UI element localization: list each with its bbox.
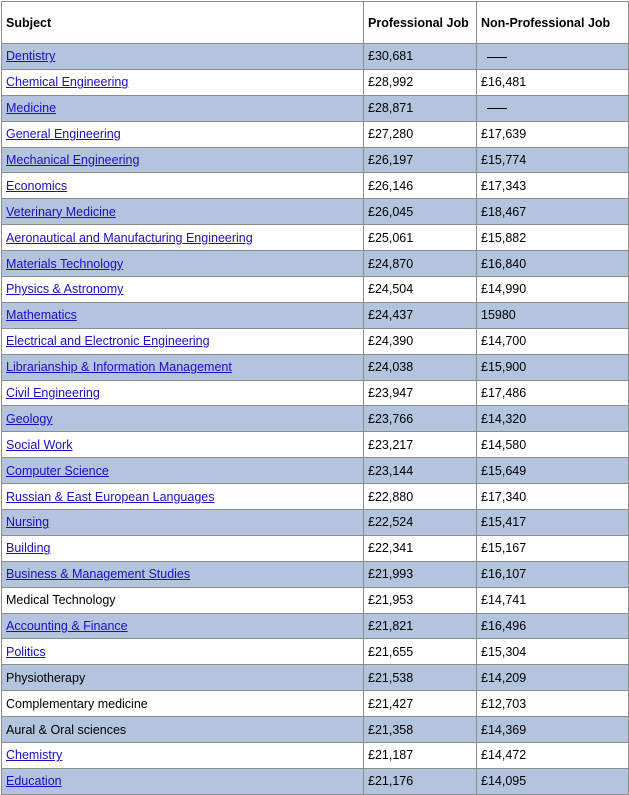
table-row <box>2 406 629 432</box>
professional-salary-cell: £23,144 <box>364 458 477 484</box>
professional-salary-cell: £24,437 <box>364 302 477 328</box>
non-professional-salary-cell: £14,472 <box>477 743 629 769</box>
table-row <box>2 510 629 536</box>
non-professional-salary-cell: £16,496 <box>477 613 629 639</box>
table-row <box>2 639 629 665</box>
table-row <box>2 587 629 613</box>
table-row <box>2 302 629 328</box>
non-professional-salary-cell: £14,369 <box>477 717 629 743</box>
non-professional-salary-cell: £14,990 <box>477 277 629 303</box>
non-professional-salary-cell: £16,481 <box>477 69 629 95</box>
non-professional-salary-cell: 15980 <box>477 302 629 328</box>
professional-salary-cell: £26,045 <box>364 199 477 225</box>
subject-cell <box>2 665 364 691</box>
non-professional-salary-cell: £17,639 <box>477 121 629 147</box>
subject-cell <box>2 406 364 432</box>
empty-value-dash <box>487 57 507 58</box>
non-professional-salary-cell: £15,167 <box>477 535 629 561</box>
non-professional-salary-cell: £17,486 <box>477 380 629 406</box>
professional-salary-cell: £24,870 <box>364 251 477 277</box>
non-professional-salary-cell: £15,304 <box>477 639 629 665</box>
subject-text: Medical Technology <box>6 593 116 608</box>
subject-link[interactable]: Politics <box>6 644 46 659</box>
subject-cell <box>2 44 364 70</box>
subject-cell <box>2 535 364 561</box>
subject-cell <box>2 717 364 743</box>
subject-link[interactable]: Social Work <box>6 437 73 452</box>
subject-link[interactable]: Geology <box>6 411 53 426</box>
table-row <box>2 665 629 691</box>
subject-link[interactable]: Aeronautical and Manufacturing Engineering <box>6 230 253 245</box>
empty-value-dash <box>487 108 507 109</box>
table-row <box>2 691 629 717</box>
subject-link[interactable]: Mechanical Engineering <box>6 153 140 167</box>
table-row <box>2 277 629 303</box>
professional-salary-cell: £30,681 <box>364 44 477 70</box>
table-row <box>2 613 629 639</box>
subject-cell <box>2 328 364 354</box>
professional-salary-cell: £21,187 <box>364 743 477 769</box>
non-professional-salary-cell: £14,320 <box>477 406 629 432</box>
subject-cell <box>2 587 364 613</box>
table-row <box>2 225 629 251</box>
table-row <box>2 69 629 95</box>
subject-cell <box>2 639 364 665</box>
non-professional-salary-cell: £15,417 <box>477 510 629 536</box>
subject-cell <box>2 432 364 458</box>
header-non-professional-job[interactable]: Non-Professional Job <box>477 2 629 44</box>
subject-link[interactable]: Chemical Engineering <box>6 75 129 90</box>
professional-salary-cell: £26,146 <box>364 173 477 199</box>
table-row <box>2 535 629 561</box>
non-professional-salary-cell: £15,900 <box>477 354 629 380</box>
professional-salary-cell: £28,992 <box>364 69 477 95</box>
professional-salary-cell: £22,524 <box>364 510 477 536</box>
table-row <box>2 95 629 121</box>
subject-link[interactable]: Materials Technology <box>6 256 124 271</box>
non-professional-salary-cell: £14,700 <box>477 328 629 354</box>
subject-link[interactable]: Electrical and Electronic Engineering <box>6 334 210 349</box>
subject-link[interactable]: Computer Science <box>6 463 109 478</box>
table-row <box>2 173 629 199</box>
subject-cell <box>2 613 364 639</box>
table-row <box>2 561 629 587</box>
subject-cell <box>2 251 364 277</box>
header-subject[interactable]: Subject <box>2 2 364 44</box>
subject-cell <box>2 277 364 303</box>
subject-cell <box>2 69 364 95</box>
table-row <box>2 328 629 354</box>
non-professional-salary-cell: £17,343 <box>477 173 629 199</box>
subject-link[interactable]: Dentistry <box>6 49 56 64</box>
non-professional-salary-cell <box>477 95 629 121</box>
non-professional-salary-cell: £14,580 <box>477 432 629 458</box>
subject-cell <box>2 768 364 794</box>
subject-cell <box>2 743 364 769</box>
table-row <box>2 354 629 380</box>
table-row <box>2 484 629 510</box>
subject-link[interactable]: Physics & Astronomy <box>6 282 124 297</box>
professional-salary-cell: £21,993 <box>364 561 477 587</box>
non-professional-salary-cell: £14,095 <box>477 768 629 794</box>
subject-link[interactable]: Accounting & Finance <box>6 619 128 634</box>
subject-cell <box>2 173 364 199</box>
non-professional-salary-cell: £15,649 <box>477 458 629 484</box>
subject-cell <box>2 302 364 328</box>
professional-salary-cell: £28,871 <box>364 95 477 121</box>
subject-link[interactable]: Business & Management Studies <box>6 567 191 582</box>
professional-salary-cell: £26,197 <box>364 147 477 173</box>
non-professional-salary-cell: £18,467 <box>477 199 629 225</box>
subject-link[interactable]: Russian & East European Languages <box>6 489 215 504</box>
subject-link[interactable]: General Engineering <box>6 127 121 142</box>
subject-link[interactable]: Building <box>6 541 51 556</box>
header-row <box>2 2 629 44</box>
professional-salary-cell: £25,061 <box>364 225 477 251</box>
non-professional-salary-cell: £15,882 <box>477 225 629 251</box>
table-row <box>2 432 629 458</box>
table-row <box>2 743 629 769</box>
professional-salary-cell: £21,538 <box>364 665 477 691</box>
professional-salary-cell: £22,880 <box>364 484 477 510</box>
professional-salary-cell: £23,947 <box>364 380 477 406</box>
non-professional-salary-cell: £14,741 <box>477 587 629 613</box>
table-row <box>2 380 629 406</box>
professional-salary-cell: £21,953 <box>364 587 477 613</box>
non-professional-salary-cell: £17,340 <box>477 484 629 510</box>
professional-salary-cell: £21,655 <box>364 639 477 665</box>
subject-link[interactable]: Economics <box>6 178 68 193</box>
professional-salary-cell: £24,038 <box>364 354 477 380</box>
non-professional-salary-cell: £14,209 <box>477 665 629 691</box>
table-row <box>2 147 629 173</box>
subject-cell <box>2 458 364 484</box>
table-body <box>2 44 629 795</box>
table-row <box>2 121 629 147</box>
professional-salary-cell: £24,504 <box>364 277 477 303</box>
subject-cell <box>2 95 364 121</box>
non-professional-salary-cell <box>477 44 629 70</box>
table-row <box>2 44 629 70</box>
subject-link[interactable]: Librarianship & Information Management <box>6 360 232 375</box>
non-professional-salary-cell: £16,840 <box>477 251 629 277</box>
professional-salary-cell: £23,217 <box>364 432 477 458</box>
subject-link[interactable]: Medicine <box>6 101 57 116</box>
salary-table <box>1 1 629 795</box>
professional-salary-cell: £27,280 <box>364 121 477 147</box>
subject-cell <box>2 121 364 147</box>
subject-text: Aural & Oral sciences <box>6 722 127 737</box>
non-professional-salary-cell: £16,107 <box>477 561 629 587</box>
header-professional-job[interactable]: Professional Job <box>364 2 477 44</box>
subject-text: Complementary medicine <box>6 696 148 711</box>
subject-cell <box>2 561 364 587</box>
subject-link[interactable]: Veterinary Medicine <box>6 204 116 219</box>
professional-salary-cell: £21,358 <box>364 717 477 743</box>
subject-cell <box>2 691 364 717</box>
table-row <box>2 768 629 794</box>
non-professional-salary-cell: £15,774 <box>477 147 629 173</box>
subject-link[interactable]: Chemistry <box>6 748 63 763</box>
professional-salary-cell: £21,821 <box>364 613 477 639</box>
professional-salary-cell: £22,341 <box>364 535 477 561</box>
professional-salary-cell: £21,176 <box>364 768 477 794</box>
table-row <box>2 458 629 484</box>
subject-cell <box>2 225 364 251</box>
subject-cell <box>2 199 364 225</box>
subject-link[interactable]: Civil Engineering <box>6 386 100 401</box>
subject-link[interactable]: Nursing <box>6 515 50 530</box>
subject-cell <box>2 380 364 406</box>
professional-salary-cell: £21,427 <box>364 691 477 717</box>
subject-text: Physiotherapy <box>6 670 86 685</box>
subject-cell <box>2 510 364 536</box>
subject-cell <box>2 354 364 380</box>
subject-link[interactable]: Mathematics <box>6 308 77 323</box>
table-row <box>2 251 629 277</box>
non-professional-salary-cell: £12,703 <box>477 691 629 717</box>
table-row <box>2 717 629 743</box>
subject-cell <box>2 484 364 510</box>
table-row <box>2 199 629 225</box>
subject-cell <box>2 147 364 173</box>
professional-salary-cell: £24,390 <box>364 328 477 354</box>
professional-salary-cell: £23,766 <box>364 406 477 432</box>
subject-link[interactable]: Education <box>6 774 62 789</box>
